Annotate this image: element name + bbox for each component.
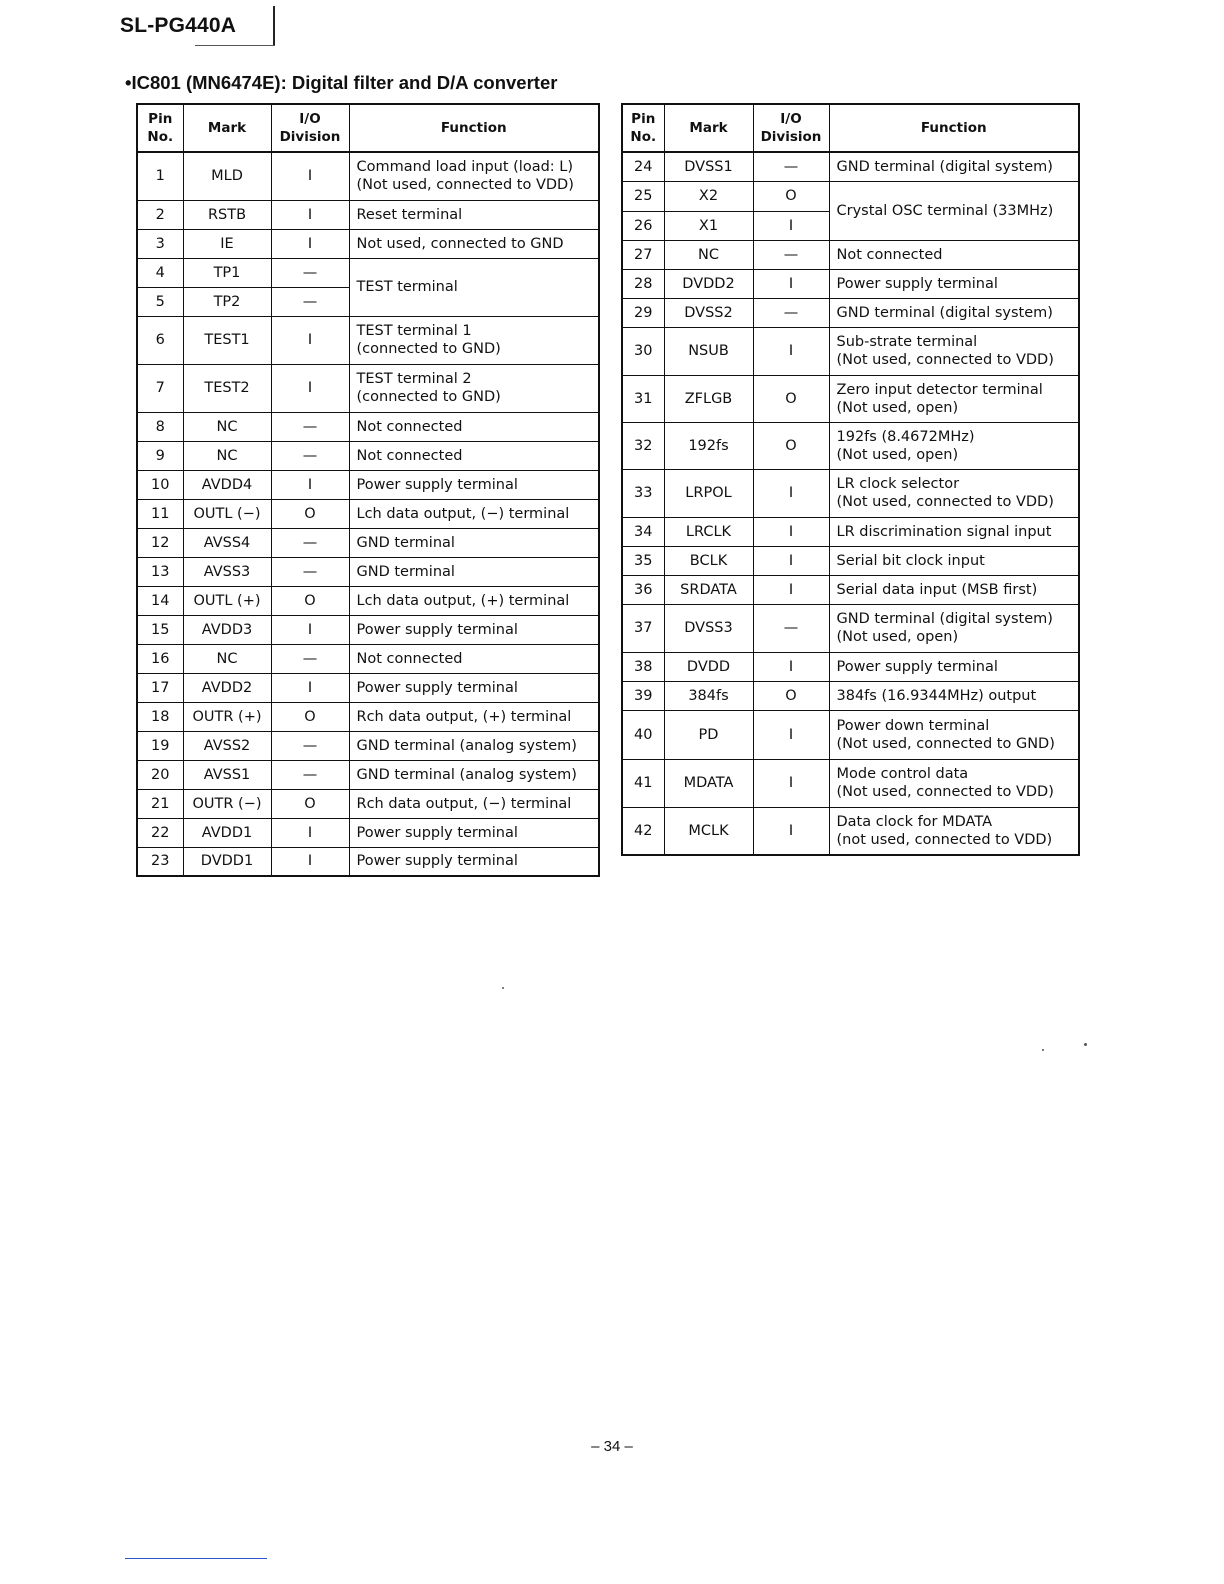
mark-cell: SRDATA [664,575,753,604]
table-row [137,229,599,258]
function-cell [349,557,599,586]
io-division-cell: — [271,644,349,673]
function-text: Not connected [356,447,463,464]
io-division-cell: I [271,152,349,200]
mark-cell: TP2 [183,287,271,316]
io-division-cell: O [271,702,349,731]
function-text: Lch data output, (+) terminal [356,592,570,609]
function-cell [829,807,1079,855]
io-division-cell: I [271,615,349,644]
pin-number-cell: 30 [622,327,664,375]
table-row [622,240,1079,269]
table-row [137,615,599,644]
io-division-cell: — [271,412,349,441]
function-text: Lch data output, (−) terminal [356,505,570,522]
io-division-cell: — [271,731,349,760]
function-cell [829,152,1079,181]
io-division-cell: — [271,258,349,287]
mark-cell: MCLK [664,807,753,855]
io-division-cell: I [753,546,829,575]
mark-cell: IE [183,229,271,258]
function-cell [829,710,1079,759]
io-division-cell: I [753,710,829,759]
header-io-division [753,104,829,152]
io-division-cell: I [753,575,829,604]
io-division-cell: O [271,586,349,615]
function-note: (Not used, connected to VDD) [356,177,574,194]
io-division-cell: I [753,807,829,855]
table-row [137,673,599,702]
function-cell [349,818,599,847]
function-text: Power supply terminal [356,824,518,841]
mark-cell: AVDD2 [183,673,271,702]
pin-number-cell: 9 [137,441,183,470]
io-division-cell: — [271,557,349,586]
mark-cell: TP1 [183,258,271,287]
pin-number-cell: 32 [622,422,664,469]
pin-number-cell: 11 [137,499,183,528]
io-division-cell: — [753,298,829,327]
function-text: GND terminal (analog system) [356,766,577,783]
pin-number-cell: 37 [622,604,664,652]
function-text: Not connected [356,418,463,435]
mark-cell: DVDD2 [664,269,753,298]
table-row [137,499,599,528]
io-division-cell: I [271,364,349,412]
mark-cell: DVSS1 [664,152,753,181]
header-io: I/O [780,111,802,127]
function-cell [829,240,1079,269]
io-division-cell: I [271,673,349,702]
pin-number-cell: 4 [137,258,183,287]
function-cell [349,731,599,760]
io-division-cell: I [271,847,349,876]
table-row [137,586,599,615]
mark-cell: AVDD1 [183,818,271,847]
function-text: Command load input (load: L) [356,159,574,176]
mark-cell: MDATA [664,759,753,807]
function-text: Rch data output, (+) terminal [356,708,572,725]
mark-cell: AVSS3 [183,557,271,586]
function-text: Serial data input (MSB first) [836,581,1038,598]
function-cell [829,759,1079,807]
function-text: Not connected [836,246,943,263]
function-text: Power supply terminal [356,621,518,638]
function-cell [349,615,599,644]
function-text: GND terminal [356,534,455,551]
function-note: (connected to GND) [356,341,501,357]
function-cell [349,200,599,229]
mark-cell: RSTB [183,200,271,229]
header-function: Function [349,104,599,152]
pin-number-cell: 22 [137,818,183,847]
table-row [622,269,1079,298]
function-text: 192fs (8.4672MHz) [836,428,975,445]
function-cell [829,517,1079,546]
pin-number-cell: 13 [137,557,183,586]
bottom-rule [125,1558,267,1559]
table-row [622,681,1079,710]
io-division-cell: I [271,316,349,364]
function-text: TEST terminal [356,279,458,295]
io-division-cell: I [271,818,349,847]
mark-cell: AVSS1 [183,760,271,789]
function-note: (Not used, open) [836,629,959,645]
table-row [137,200,599,229]
function-cell [349,316,599,364]
table-row [137,470,599,499]
section-title: •IC801 (MN6474E): Digital filter and D/A converter [125,72,558,93]
pin-number-cell: 38 [622,652,664,681]
function-cell [349,258,599,316]
pin-number-cell: 33 [622,469,664,517]
io-division-cell: — [753,604,829,652]
function-cell [829,604,1079,652]
mark-cell: NC [183,412,271,441]
mark-cell: OUTR (−) [183,789,271,818]
function-cell [829,269,1079,298]
table-row [622,298,1079,327]
table-row [622,546,1079,575]
header-mark: Mark [183,104,271,152]
function-note: (Not used, connected to VDD) [836,352,1054,368]
header-pin: Pin [631,111,656,127]
pin-number-cell: 1 [137,152,183,200]
function-cell [349,364,599,412]
scan-speck [1084,1043,1087,1046]
pin-number-cell: 36 [622,575,664,604]
pin-number-cell: 27 [622,240,664,269]
function-note: (Not used, open) [836,446,959,463]
function-cell [829,375,1079,422]
io-division-cell: I [271,470,349,499]
table-row [137,731,599,760]
mark-cell: OUTL (−) [183,499,271,528]
table-row [622,807,1079,855]
io-division-cell: I [271,200,349,229]
function-cell [349,644,599,673]
mark-cell: BCLK [664,546,753,575]
function-note: (Not used, connected to VDD) [836,784,1054,800]
function-text: GND terminal (digital system) [836,611,1053,627]
table-row [622,517,1079,546]
mark-cell: TEST2 [183,364,271,412]
function-cell [349,586,599,615]
header-mark: Mark [664,104,753,152]
pin-number-cell: 23 [137,847,183,876]
table-row [137,412,599,441]
function-cell [829,546,1079,575]
pin-table-left [136,103,600,877]
function-cell [349,673,599,702]
pin-number-cell: 41 [622,759,664,807]
function-cell [829,652,1079,681]
mark-cell: DVSS3 [664,604,753,652]
mark-cell: AVDD4 [183,470,271,499]
page-number: – 34 – [591,1438,633,1455]
mark-cell: LRPOL [664,469,753,517]
pin-number-cell: 17 [137,673,183,702]
io-division-cell: I [753,269,829,298]
header-division: Division [760,129,822,145]
function-cell [349,789,599,818]
pin-number-cell: 40 [622,710,664,759]
header-pin: Pin [148,111,173,127]
mark-cell: MLD [183,152,271,200]
function-note: (Not used, connected to GND) [836,735,1055,752]
function-cell [349,702,599,731]
pin-number-cell: 39 [622,681,664,710]
function-cell [829,681,1079,710]
pin-number-cell: 15 [137,615,183,644]
table-row [137,258,599,287]
pin-number-cell: 3 [137,229,183,258]
function-note: (Not used, connected to VDD) [836,494,1054,510]
mark-cell: AVDD3 [183,615,271,644]
table-row [622,422,1079,469]
io-division-cell: I [753,327,829,375]
table-row [622,152,1079,181]
pin-number-cell: 5 [137,287,183,316]
table-row [137,644,599,673]
mark-cell: AVSS4 [183,528,271,557]
io-division-cell: O [271,499,349,528]
io-division-cell: I [753,759,829,807]
pin-number-cell: 7 [137,364,183,412]
function-text: GND terminal (digital system) [836,158,1053,175]
function-cell [349,441,599,470]
function-text: 384fs (16.9344MHz) output [836,687,1037,704]
function-text: Power supply terminal [356,853,518,870]
function-text: Data clock for MDATA [836,813,992,830]
function-text: Power supply terminal [836,658,998,675]
function-text: Sub-strate terminal [836,334,978,350]
mark-cell: ZFLGB [664,375,753,422]
function-text: Power down terminal [836,717,990,734]
header-division: Division [279,129,341,145]
table-row [622,469,1079,517]
function-cell [349,412,599,441]
pin-number-cell: 6 [137,316,183,364]
table-row [622,652,1079,681]
io-division-cell: — [271,441,349,470]
header-io: I/O [299,111,321,127]
function-text: Mode control data [836,766,969,782]
table-row [622,375,1079,422]
header-pin-no [622,104,664,152]
table-row [137,152,599,200]
model-title: SL-PG440A [120,14,237,37]
function-text: TEST terminal 1 [356,323,472,339]
table-row [137,557,599,586]
mark-cell: PD [664,710,753,759]
io-division-cell: I [753,652,829,681]
function-text: LR discrimination signal input [836,523,1052,540]
function-text: Rch data output, (−) terminal [356,795,572,812]
mark-cell: 192fs [664,422,753,469]
pin-number-cell: 28 [622,269,664,298]
function-cell [349,528,599,557]
io-division-cell: — [271,287,349,316]
io-division-cell: — [271,528,349,557]
function-text: GND terminal [356,563,455,580]
function-text: Not used, connected to GND [356,235,564,252]
function-cell [829,469,1079,517]
table-row [622,759,1079,807]
table-row [622,181,1079,211]
pin-number-cell: 21 [137,789,183,818]
table-row [137,702,599,731]
table-row [137,528,599,557]
function-text: Zero input detector terminal [836,381,1043,398]
table-row [137,847,599,876]
table-row [137,789,599,818]
io-division-cell: O [753,375,829,422]
pin-number-cell: 42 [622,807,664,855]
function-cell [829,298,1079,327]
table-row [137,818,599,847]
pin-number-cell: 2 [137,200,183,229]
function-text: Serial bit clock input [836,552,985,569]
scan-speck [502,987,504,989]
mark-cell: DVDD [664,652,753,681]
mark-cell: X2 [664,181,753,211]
table-row [622,710,1079,759]
function-text: Not connected [356,650,463,667]
io-division-cell: O [271,789,349,818]
header-pin-no [137,104,183,152]
header-no: No. [630,129,657,145]
function-text: Power supply terminal [356,476,518,493]
function-note: (not used, connected to VDD) [836,831,1053,848]
mark-cell: NSUB [664,327,753,375]
header-io-division [271,104,349,152]
mark-cell: TEST1 [183,316,271,364]
function-cell [829,575,1079,604]
header-divider [273,6,275,46]
function-text: GND terminal (analog system) [356,737,577,754]
function-text: TEST terminal 2 [356,371,472,387]
mark-cell: LRCLK [664,517,753,546]
mark-cell: DVSS2 [664,298,753,327]
pin-number-cell: 14 [137,586,183,615]
function-cell [349,847,599,876]
function-text: LR clock selector [836,476,960,492]
function-cell [829,327,1079,375]
mark-cell: OUTL (+) [183,586,271,615]
io-division-cell: — [753,152,829,181]
function-text: Reset terminal [356,206,463,223]
table-row [622,575,1079,604]
pin-number-cell: 26 [622,211,664,240]
mark-cell: X1 [664,211,753,240]
io-division-cell: I [271,229,349,258]
mark-cell: NC [664,240,753,269]
header-function: Function [829,104,1079,152]
pin-number-cell: 12 [137,528,183,557]
table-row [137,364,599,412]
io-division-cell: O [753,681,829,710]
pin-number-cell: 34 [622,517,664,546]
mark-cell: DVDD1 [183,847,271,876]
pin-number-cell: 35 [622,546,664,575]
function-text: Power supply terminal [836,275,998,292]
pin-number-cell: 8 [137,412,183,441]
function-cell [349,152,599,200]
table-row [137,441,599,470]
pin-number-cell: 24 [622,152,664,181]
function-cell [349,499,599,528]
pin-number-cell: 10 [137,470,183,499]
mark-cell: 384fs [664,681,753,710]
io-division-cell: O [753,422,829,469]
function-note: (Not used, open) [836,399,959,416]
table-row [622,327,1079,375]
function-text: Crystal OSC terminal (33MHz) [836,202,1054,219]
function-cell [349,470,599,499]
table-row [622,604,1079,652]
function-text: GND terminal (digital system) [836,304,1053,321]
pin-number-cell: 16 [137,644,183,673]
io-division-cell: O [753,181,829,211]
pin-table-right [621,103,1080,856]
table-row [137,760,599,789]
function-cell [349,229,599,258]
table-row [137,316,599,364]
io-division-cell: I [753,469,829,517]
pin-number-cell: 18 [137,702,183,731]
io-division-cell: — [753,240,829,269]
function-text: Power supply terminal [356,679,518,696]
io-division-cell: I [753,517,829,546]
function-cell [349,760,599,789]
mark-cell: OUTR (+) [183,702,271,731]
function-note: (connected to GND) [356,389,501,405]
function-cell [829,422,1079,469]
io-division-cell: I [753,211,829,240]
pin-number-cell: 20 [137,760,183,789]
pin-number-cell: 29 [622,298,664,327]
pin-number-cell: 31 [622,375,664,422]
mark-cell: NC [183,441,271,470]
header-no: No. [147,129,174,145]
scan-speck [1042,1049,1044,1051]
mark-cell: AVSS2 [183,731,271,760]
function-cell [829,181,1079,240]
header-underline [195,45,275,46]
io-division-cell: — [271,760,349,789]
pin-number-cell: 25 [622,181,664,211]
pin-number-cell: 19 [137,731,183,760]
mark-cell: NC [183,644,271,673]
